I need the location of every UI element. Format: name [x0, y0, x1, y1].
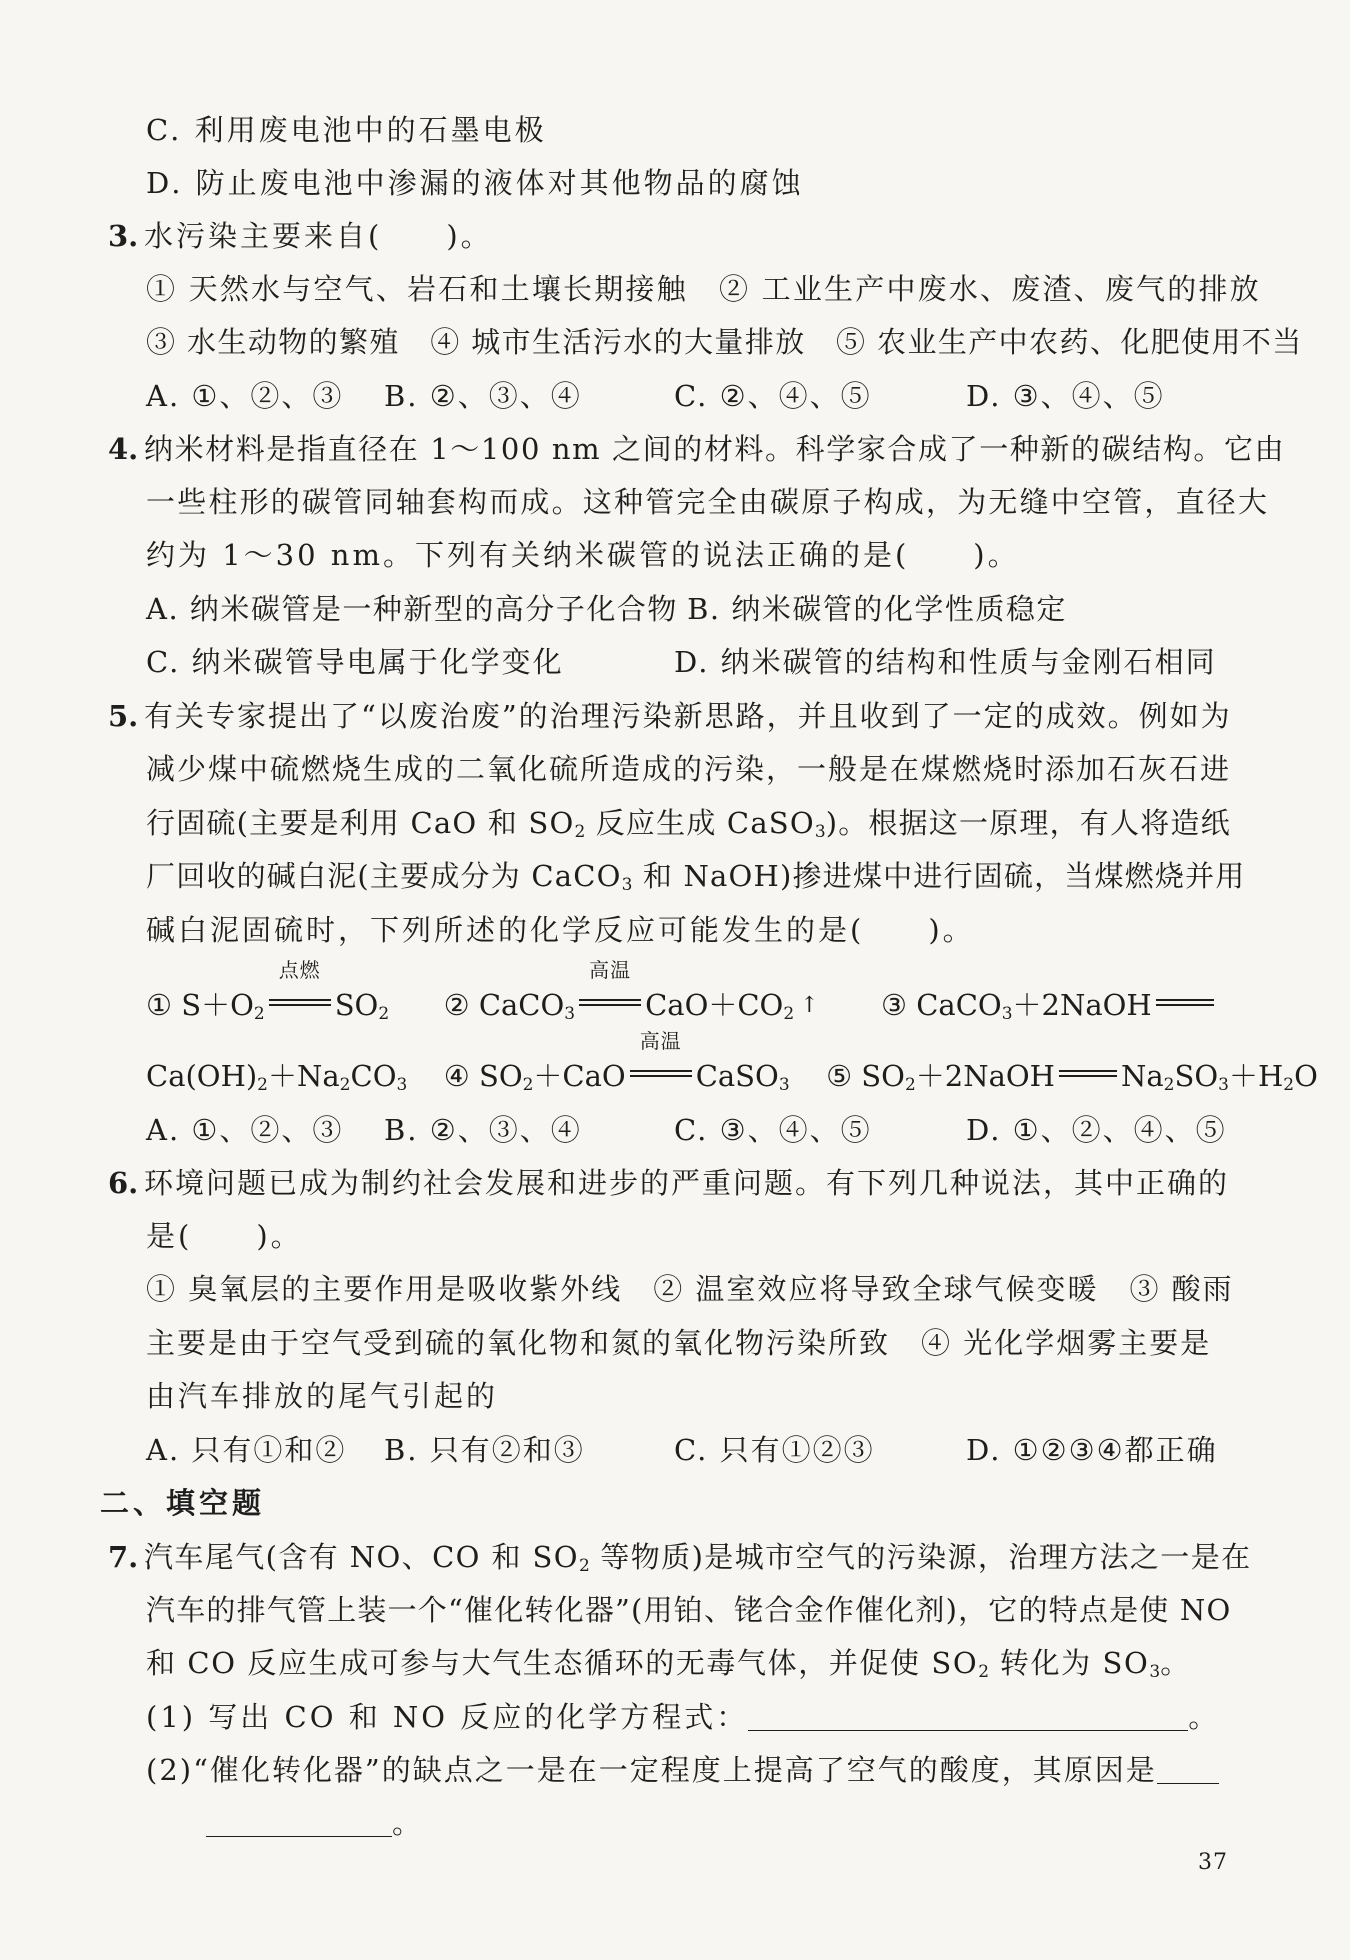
reaction-5: ⑤ $SO_2+2NaOH$ $Na_2SO_3+H_2O$ [826, 1059, 1318, 1095]
q3-items-line1: ① 天然水与空气、岩石和土壤长期接触 ② 工业生产中废水、废渣、废气的排放 [146, 272, 1261, 306]
q6-option-c: C. 只有①②③ [674, 1433, 875, 1467]
q4-option-c: C. 纳米碳管导电属于化学变化 [146, 645, 564, 679]
reaction-4: ④ $SO_2+CaO$ 高温 CaSO$_3$ [443, 1029, 790, 1095]
reaction-3-start: ③ CaCO$_3$＋2NaOH [881, 988, 1218, 1022]
q5-equations-row1 [146, 958, 1218, 1034]
q4-option-b: B. 纳米碳管的化学性质稳定 [687, 592, 1067, 626]
q5-equations-row2 [146, 1029, 1318, 1105]
q4-option-d: D. 纳米碳管的结构和性质与金刚石相同 [674, 645, 1217, 679]
condition-ignite: 点燃 [278, 958, 321, 982]
q7-line1: 7. 汽车尾气(含有 NO、CO 和 $SO_2$ 等物质)是城市空气的污染源，治理方法之一是在 [108, 1537, 1252, 1586]
q5-option-d: D. ①、②、④、⑤ [966, 1113, 1227, 1147]
q7-sub2: (2)“催化转化器”的缺点之一是在一定程度上提高了空气的酸度，其原因是 [146, 1750, 1219, 1790]
q7-number: 7. [108, 1540, 139, 1574]
q6-number: 6. [108, 1166, 139, 1200]
gas-arrow-icon: ↑ [800, 993, 819, 1018]
answer-blank-1[interactable] [748, 1700, 1188, 1731]
q6-line5: 由汽车排放的尾气引起的 [146, 1379, 499, 1413]
q7-line2: 汽车的排气管上装一个“催化转化器”(用铂、铑合金作催化剂)，它的特点是使 NO [146, 1593, 1232, 1627]
q2-option-d: D. 防止废电池中渗漏的液体对其他物品的腐蚀 [146, 166, 804, 200]
q5-line4: 厂回收的碱白泥(主要成分为 CaCO$_3$ 和 NaOH)掺进煤中进行固硫，当煤燃烧并用 [146, 859, 1246, 895]
q3-stem: 3. 水污染主要来自( )。 [108, 216, 493, 256]
q6-option-d: D. ①②③④都正确 [966, 1433, 1218, 1467]
q3-option-c: C. ②、④、⑤ [674, 379, 872, 413]
section-heading: 二、填空题 [100, 1486, 266, 1520]
page-number: 37 [1198, 1850, 1228, 1875]
q3-items-line2: ③ 水生动物的繁殖 ④ 城市生活污水的大量排放 ⑤ 农业生产中农药、化肥使用不当 [146, 325, 1303, 359]
q3-option-b: B. ②、③、④ [384, 379, 582, 413]
condition-high-temp: 高温 [589, 958, 632, 982]
q4-line3: 约为 1～30 nm。下列有关纳米碳管的说法正确的是( )。 [146, 538, 1020, 572]
q6-option-b: B. 只有②和③ [384, 1433, 585, 1467]
q4-line1: 4. 纳米材料是指直径在 1～100 nm 之间的材料。科学家合成了一种新的碳结构。它由 [108, 429, 1285, 469]
q6-line3: ① 臭氧层的主要作用是吸收紫外线 ② 温室效应将导致全球气候变暖 ③ 酸雨 [146, 1272, 1234, 1306]
q6-line4: 主要是由于空气受到硫的氧化物和氮的氧化物污染所致 ④ 光化学烟雾主要是 [146, 1326, 1212, 1360]
q4-options-ab [146, 589, 1067, 629]
q3-number: 3. [108, 219, 139, 253]
q5-number: 5. [108, 699, 139, 733]
q4-number: 4. [108, 432, 139, 466]
reaction-1: ① $S+O_2$ 点燃 $SO_2$ [146, 958, 390, 1024]
q4-line2: 一些柱形的碳管同轴套构而成。这种管完全由碳原子构成，为无缝中空管，直径大 [146, 485, 1270, 519]
answer-blank-2b[interactable] [206, 1806, 392, 1837]
q3-option-d: D. ③、④、⑤ [966, 379, 1165, 413]
q5-line1: 5. 有关专家提出了“以废治废”的治理污染新思路，并且收到了一定的成效。例如为 [108, 696, 1232, 736]
q7-sub1: (1) 写出 CO 和 NO 反应的化学方程式： 。 [146, 1700, 1221, 1734]
q5-line5: 碱白泥固硫时，下列所述的化学反应可能发生的是( )。 [146, 913, 975, 947]
q7-sub2-continue: 。 [206, 1803, 424, 1843]
answer-blank-2a[interactable] [1157, 1753, 1219, 1784]
reaction-3-end: $Ca(OH)_2+Na_2CO_3$ [146, 1059, 408, 1095]
q7-line3: 和 CO 反应生成可参与大气生态循环的无毒气体，并促使 $SO_2$ 转化为 $SO_3$。 [146, 1646, 1191, 1682]
q6-option-a: A. 只有①和② [146, 1433, 347, 1467]
q3-option-a: A. ①、②、③ [146, 379, 344, 413]
q2-option-c: C. 利用废电池中的石墨电极 [146, 113, 547, 147]
q5-option-a: A. ①、②、③ [146, 1113, 344, 1147]
condition-high-temp-2: 高温 [639, 1029, 682, 1053]
q6-line1: 6. 环境问题已成为制约社会发展和进步的严重问题。有下列几种说法，其中正确的 [108, 1163, 1229, 1203]
q5-line3: 行固硫(主要是利用 CaO 和 $SO_2$ 反应生成 CaSO$_3$)。根据这一原理，有人将造纸 [146, 806, 1231, 842]
q5-line2: 减少煤中硫燃烧生成的二氧化硫所造成的污染，一般是在煤燃烧时添加石灰石进 [146, 752, 1232, 786]
q5-option-b: B. ②、③、④ [384, 1113, 582, 1147]
q6-line2: 是( )。 [146, 1219, 303, 1253]
q5-option-c: C. ③、④、⑤ [674, 1113, 872, 1147]
reaction-2: ② CaCO$_3$ 高温 $CaO+CO_2$ ↑ [443, 958, 819, 1024]
q4-option-a: A. 纳米碳管是一种新型的高分子化合物 [146, 592, 678, 626]
